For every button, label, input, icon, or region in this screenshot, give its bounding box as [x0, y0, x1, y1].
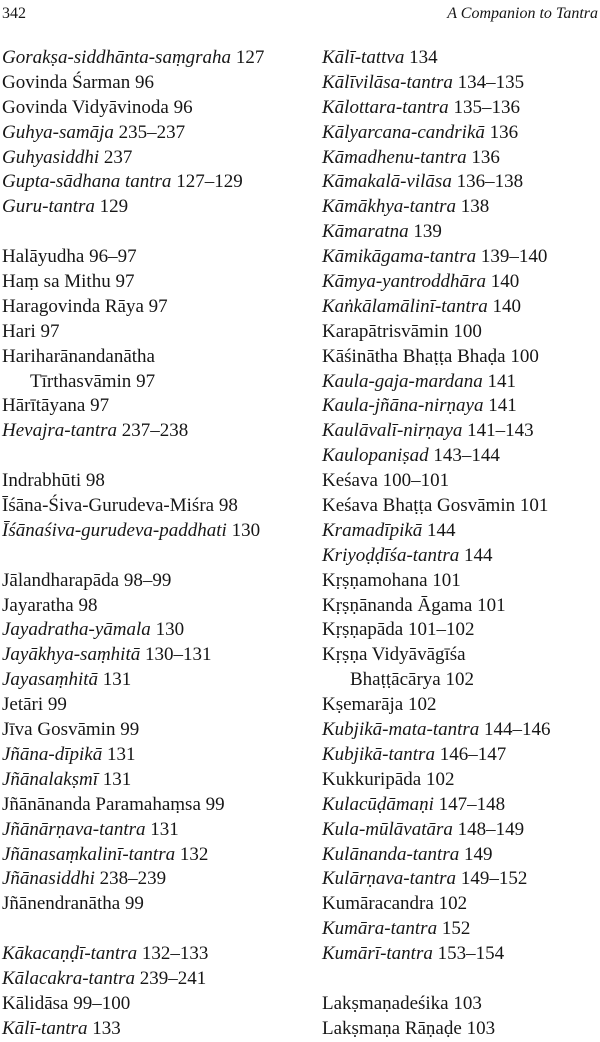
index-entry-pages: 147–148 [438, 793, 506, 815]
index-entry [322, 843, 598, 868]
index-entry-title: Lakṣmaṇadeśika [322, 992, 449, 1014]
index-entry-pages: 148–149 [457, 818, 525, 840]
index-entry-pages: 129 [99, 196, 129, 218]
index-entry [2, 793, 300, 818]
index-entry-title: Jñānasiddhi [2, 868, 95, 890]
index-entry-title: Kumāra-tantra [322, 918, 438, 940]
index-entry [322, 370, 598, 395]
index-entry-title: Jayadratha-yāmala [2, 619, 151, 641]
index-entry-title: Kālacakra-tantra [2, 967, 135, 989]
index-entry-pages: 101 [477, 594, 506, 616]
index-entry [322, 594, 598, 619]
index-entry [2, 469, 300, 494]
index-entry-title: Kāmikāgama-tantra [322, 246, 477, 268]
index-entry-title: Hariharānandanātha [2, 345, 155, 367]
index-entry-pages: 140 [492, 295, 521, 317]
index-entry-pages: 136 [471, 146, 500, 168]
index-entry [322, 494, 598, 519]
index-entry-pages: 99 [120, 719, 140, 741]
section-gap [322, 967, 598, 992]
index-entry-title: Kaula-gaja-mardana [322, 370, 483, 392]
index-entry-pages: 100 [510, 345, 539, 367]
index-entry-pages: 97 [148, 295, 168, 317]
index-entry-pages: 103 [466, 1017, 496, 1039]
index-entry [2, 992, 300, 1017]
index-entry-title: Kulārṇava-tantra [322, 868, 457, 890]
index-entry [322, 146, 598, 171]
index-entry [322, 469, 598, 494]
index-entry-title: Kālyarcana-candrikā [322, 121, 485, 143]
index-entry [322, 270, 598, 295]
index-entry [322, 295, 598, 320]
index-entry-pages: 101–102 [408, 619, 475, 641]
index-entry [322, 46, 598, 71]
index-entry-pages: 97 [90, 395, 110, 417]
index-entry [2, 370, 300, 395]
index-entry [322, 668, 598, 693]
index-entry [322, 718, 598, 743]
index-entry [322, 419, 598, 444]
index-entry [322, 195, 598, 220]
index-entry-pages: 141 [488, 395, 517, 417]
index-entry-pages: 133 [92, 1017, 121, 1039]
index-entry [2, 569, 300, 594]
index-entry-title: Govinda Śarman [2, 71, 131, 93]
index-entry-title: Govinda Vidyāvinoda [2, 96, 169, 118]
index-entry-title: Jñānārṇava-tantra [2, 818, 146, 840]
index-entry-pages: 131 [107, 743, 136, 765]
index-entry-title: Kumārī-tantra [322, 943, 433, 965]
index-entry [322, 768, 598, 793]
index-entry-pages: 96 [173, 96, 193, 118]
running-head: A Companion to Tantra [447, 5, 598, 22]
index-entry-pages: 135–136 [453, 96, 520, 118]
index-entry-pages: 130–131 [144, 644, 212, 666]
index-entry-title: Keśava [322, 470, 378, 492]
index-entry-pages: 134 [409, 47, 438, 68]
index-entry [322, 96, 598, 121]
index-entry [2, 942, 300, 967]
index-entry [2, 96, 300, 121]
index-entry [322, 618, 598, 643]
index-entry [322, 867, 598, 892]
index-entry-title: Jñānalakṣmī [2, 768, 99, 790]
index-entry [322, 569, 598, 594]
index-entry [2, 71, 300, 96]
index-entry [2, 394, 300, 419]
index-entry [322, 992, 598, 1017]
index-entry [322, 444, 598, 469]
index-entry-pages: 98 [85, 470, 105, 492]
index-entry [322, 743, 598, 768]
index-entry-pages: 96 [134, 71, 154, 93]
index-entry-title: Kālī-tattva [322, 47, 405, 68]
index-entry [2, 195, 300, 220]
index-entry [322, 394, 598, 419]
index-entry [322, 121, 598, 146]
index-entry-pages: 134–135 [457, 71, 525, 93]
index-entry-title: Karapātrisvāmin [322, 320, 449, 342]
index-entry-title: Haṃ sa Mithu [2, 271, 111, 293]
index-entry-pages: 100 [453, 320, 482, 342]
index-entry-pages: 146–147 [439, 743, 507, 765]
index-entry-pages: 127 [235, 47, 265, 68]
index-entry-title: Kṛṣṇamohana [322, 569, 428, 591]
index-entry-pages: 97 [115, 271, 135, 293]
index-entry-pages: 99 [124, 893, 144, 915]
index-entry-title: Kṣemarāja [322, 694, 404, 716]
index-entry-pages: 144 [427, 519, 456, 541]
index-entry-title: Jīva Gosvāmin [2, 719, 116, 741]
index-entry [2, 320, 300, 345]
index-entry-pages: 237–238 [121, 420, 189, 442]
index-entry-title: Kṛṣṇapāda [322, 619, 404, 641]
index-entry-title: Īśāna-Śiva-Gurudeva-Miśra [2, 495, 215, 517]
index-entry-title: Kumāracandra [322, 893, 434, 915]
index-entry-title: Tīrthasvāmin [30, 370, 132, 392]
index-entry [322, 220, 598, 245]
index-entry-title: Kaula-jñāna-nirṇaya [322, 395, 484, 417]
section-gap [2, 544, 300, 569]
index-entry-pages: 136 [489, 121, 519, 143]
index-entry-title: Jayasaṃhitā [2, 669, 99, 691]
index-entry-pages: 239–241 [139, 967, 207, 989]
index-entry-pages: 132–133 [141, 943, 209, 965]
index-entry-title: Kāśinātha Bhaṭṭa Bhaḍa [322, 345, 506, 367]
index-entry [2, 693, 300, 718]
index-entry-title: Guru-tantra [2, 196, 95, 218]
index-entry-title: Hārītāyana [2, 395, 86, 417]
index-entry-title: Haragovinda Rāya [2, 295, 144, 317]
index-entry [2, 146, 300, 171]
index-column-right [322, 46, 598, 1042]
index-entry [2, 594, 300, 619]
index-entry-pages: 102 [407, 694, 437, 716]
index-entry-title: Hari [2, 320, 36, 342]
index-entry-pages: 131 [150, 818, 179, 840]
index-entry [2, 46, 300, 71]
index-entry [2, 121, 300, 146]
index-entry-pages: 98–99 [123, 569, 172, 591]
index-entry-title: Kaṅkālamālinī-tantra [322, 295, 488, 317]
index-entry-title: Kramadīpikā [322, 519, 423, 541]
index-entry [322, 345, 598, 370]
index-entry [322, 170, 598, 195]
index-entry-pages: 97 [136, 370, 156, 392]
index-entry [2, 892, 300, 917]
index-entry-title: Keśava Bhaṭṭa Gosvāmin [322, 495, 516, 517]
index-entry-title: Jñānānanda Paramahaṃsa [2, 793, 201, 815]
index-entry [2, 668, 300, 693]
index-entry-pages: 143–144 [433, 445, 500, 467]
index-entry [322, 942, 598, 967]
index-entry-pages: 102 [438, 893, 468, 915]
index-entry [322, 544, 598, 569]
index-column-left [2, 46, 300, 1042]
index-entry-title: Indrabhūti [2, 470, 82, 492]
section-gap [2, 444, 300, 469]
index-entry-title: Hevajra-tantra [2, 420, 118, 442]
index-entry-title: Kubjikā-tantra [322, 743, 435, 765]
index-entry [2, 170, 300, 195]
index-entry-title: Kāmaratna [322, 221, 409, 243]
index-entry-title: Lakṣmaṇa Rāṇaḍe [322, 1017, 462, 1039]
index-entry-title: Jayākhya-saṃhitā [2, 644, 141, 666]
index-entry-title: Jālandharapāda [2, 569, 120, 591]
index-entry-title: Kālottara-tantra [322, 96, 449, 118]
index-entry [2, 718, 300, 743]
index-entry [322, 818, 598, 843]
index-entry-title: Kāmya-yantroddhāra [322, 271, 486, 293]
index-entry [322, 892, 598, 917]
index-entry [322, 1017, 598, 1042]
index-entry-title: Kula-mūlāvatāra [322, 818, 453, 840]
index-entry [322, 320, 598, 345]
index-entry-title: Kālīvilāsa-tantra [322, 71, 453, 93]
index-entry-title: Kālidāsa [2, 992, 69, 1014]
index-entry-title: Kukkuripāda [322, 768, 422, 790]
index-entry-title: Kṛṣṇa Vidyāvāgīśa [322, 644, 466, 666]
index-entry [322, 245, 598, 270]
index-entry-pages: 140 [490, 271, 520, 293]
index-entry [322, 71, 598, 96]
index-entry-pages: 131 [102, 669, 132, 691]
index-entry-title: Kubjikā-mata-tantra [322, 719, 480, 741]
index-entry-pages: 101 [432, 569, 461, 591]
index-entry-pages: 141 [487, 370, 517, 392]
page-number: 342 [2, 5, 26, 22]
index-entry [2, 643, 300, 668]
index-entry-title: Guhya-samāja [2, 121, 114, 143]
index-entry [322, 643, 598, 668]
page-header [2, 3, 598, 25]
index-entry-title: Kriyoḍḍīśa-tantra [322, 544, 460, 566]
index-entry-pages: 99 [205, 793, 225, 815]
index-entry-title: Jetāri [2, 694, 44, 716]
index-entry-pages: 102 [445, 669, 474, 691]
index-entry [2, 843, 300, 868]
index-entry-pages: 130 [231, 519, 261, 541]
index-entry-title: Kāmadhenu-tantra [322, 146, 467, 168]
index-entry [2, 419, 300, 444]
index-entry-pages: 144–146 [484, 719, 551, 741]
index-entry [2, 1017, 300, 1042]
index-entry-title: Kṛṣṇānanda Āgama [322, 594, 473, 616]
index-entry-pages: 152 [441, 918, 471, 940]
index-entry [2, 245, 300, 270]
index-entry-pages: 103 [453, 992, 482, 1014]
index-entry-pages: 139 [413, 221, 442, 243]
index-entry-title: Kāmakalā-vilāsa [322, 171, 452, 193]
index-entry-title: Gupta-sādhana tantra [2, 171, 172, 193]
index-entry-pages: 132 [179, 843, 209, 865]
index-entry-pages: 96–97 [89, 246, 137, 268]
index-entry [2, 618, 300, 643]
index-entry [2, 768, 300, 793]
index-entry-title: Gorakṣa-siddhānta-saṃgraha [2, 47, 232, 68]
index-entry-title: Jayaratha [2, 594, 74, 616]
index-entry [2, 743, 300, 768]
index-entry-pages: 153–154 [437, 943, 505, 965]
index-entry-pages: 127–129 [176, 171, 243, 193]
index-entry-title: Kulānanda-tantra [322, 843, 460, 865]
index-entry [2, 270, 300, 295]
index-entry-title: Guhyasiddhi [2, 146, 100, 168]
index-entry-pages: 100–101 [382, 470, 450, 492]
index-entry-pages: 138 [460, 196, 490, 218]
index-entry-title: Jñānasaṃkalinī-tantra [2, 843, 176, 865]
index-entry-title: Halāyudha [2, 246, 85, 268]
index-entry-pages: 237 [103, 146, 133, 168]
index-entry-title: Kaulopaniṣad [322, 445, 429, 467]
index-entry [2, 519, 300, 544]
index-entry-pages: 99 [47, 694, 67, 716]
index-entry-title: Kaulāvalī-nirṇaya [322, 420, 463, 442]
index-entry-title: Īśānaśiva-gurudeva-paddhati [2, 519, 227, 541]
index-entry [322, 917, 598, 942]
index-entry-pages: 238–239 [99, 868, 167, 890]
index-entry [322, 519, 598, 544]
index-entry-pages: 149–152 [460, 868, 528, 890]
index-entry-pages: 101 [519, 495, 549, 517]
index-entry-pages: 102 [425, 768, 455, 790]
index-entry-pages: 130 [155, 619, 185, 641]
index-entry-title: Jñānendranātha [2, 893, 121, 915]
index-entry [2, 494, 300, 519]
index-entry [2, 867, 300, 892]
index-entry-pages: 131 [102, 768, 132, 790]
index-entry-pages: 99–100 [73, 992, 131, 1014]
index-entry-pages: 136–138 [456, 171, 524, 193]
index-entry-pages: 139–140 [480, 246, 548, 268]
index-entry-pages: 235–237 [118, 121, 186, 143]
index-entry [322, 793, 598, 818]
index-entry-pages: 149 [463, 843, 493, 865]
index-entry-title: Kulacūḍāmaṇi [322, 793, 434, 815]
index-entry-pages: 98 [218, 495, 238, 517]
index-entry [2, 818, 300, 843]
index-entry-pages: 144 [463, 544, 493, 566]
index-entry [2, 295, 300, 320]
index-entry [2, 345, 300, 370]
section-gap [2, 220, 300, 245]
index-entry [322, 693, 598, 718]
index-entry-pages: 141–143 [467, 420, 534, 442]
index-entry-pages: 97 [40, 320, 60, 342]
index-entry-title: Kālī-tantra [2, 1017, 88, 1039]
index-entry-title: Kāmākhya-tantra [322, 196, 457, 218]
section-gap [2, 917, 300, 942]
index-entry [2, 967, 300, 992]
index-entry-title: Bhaṭṭācārya [350, 669, 441, 691]
index-entry-pages: 98 [78, 594, 98, 616]
index-entry-title: Jñāna-dīpikā [2, 743, 103, 765]
index-entry-title: Kākacaṇḍī-tantra [2, 943, 138, 965]
